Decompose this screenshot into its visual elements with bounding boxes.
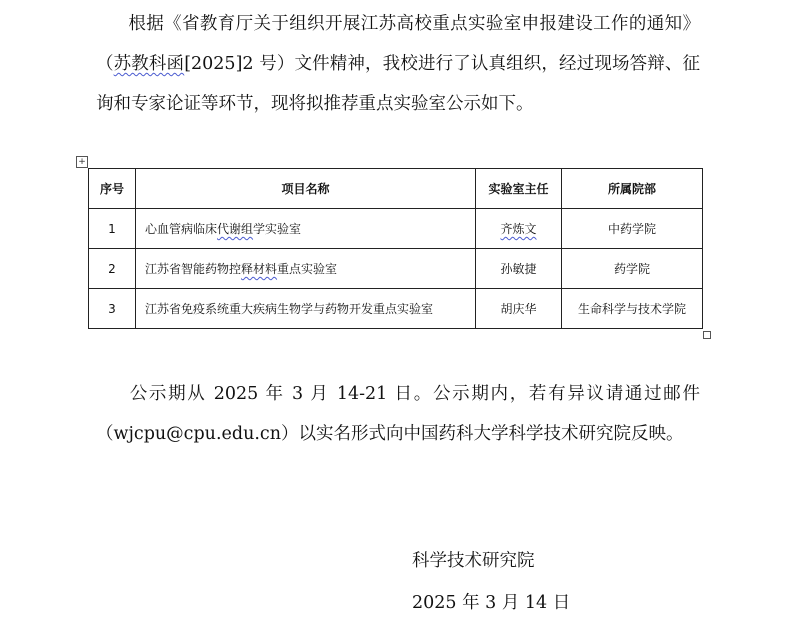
director-name-spellcheck-underlined: 齐炼文 xyxy=(500,222,537,236)
intro-text-pre: 根据《省教育厅关于组织开展江苏高校重点实验室申报建设工作的通知》（ xyxy=(96,14,700,74)
publicity-text: 公示期从 2025 年 3 月 14-21 日。公示期内，若有异议请通过邮件（wjcpu@cpu.edu.cn）以实名形式向中国药科大学科学技术研究院反映。 xyxy=(96,384,700,444)
publicity-paragraph xyxy=(96,374,700,454)
signature-org: 科学技术研究院 xyxy=(412,551,535,571)
lab-name-spellcheck-underlined: 释材料 xyxy=(241,262,278,276)
table-row xyxy=(89,209,703,249)
intro-text-spellcheck-underlined: 苏教科函 xyxy=(113,54,185,74)
intro-text-post: [2025]2 号）文件精神，我校进行了认真组织，经过现场答辩、征询和专家论证等环节，现将拟推荐重点实验室公示如下。 xyxy=(96,54,701,114)
cell-director xyxy=(476,209,562,249)
lab-name-post: 学实验室 xyxy=(253,222,302,236)
intro-paragraph xyxy=(96,4,700,124)
cell-no: 1 xyxy=(89,209,136,249)
header-cell-no: 序号 xyxy=(89,169,136,209)
cell-lab-name: 江苏省免疫系统重大疾病生物学与药物开发重点实验室 xyxy=(136,289,476,329)
lab-name-pre: 江苏省智能药物控 xyxy=(145,262,242,276)
signature-date: 2025 年 3 月 14 日 xyxy=(412,593,571,613)
table-move-handle-icon[interactable]: + xyxy=(76,156,88,168)
cell-no: 3 xyxy=(89,289,136,329)
lab-table xyxy=(88,168,703,329)
cell-no: 2 xyxy=(89,249,136,289)
cell-dept: 药学院 xyxy=(562,249,703,289)
cell-dept: 中药学院 xyxy=(562,209,703,249)
table-resize-handle-icon[interactable] xyxy=(703,331,711,339)
lab-name-pre: 心血管病临床 xyxy=(145,222,218,236)
lab-name-spellcheck-underlined: 代谢组 xyxy=(217,222,254,236)
cell-director: 胡庆华 xyxy=(476,289,562,329)
cell-lab-name xyxy=(136,209,476,249)
table-header-row xyxy=(89,169,703,209)
header-cell-name: 项目名称 xyxy=(136,169,476,209)
cell-lab-name xyxy=(136,249,476,289)
cell-director: 孙敏捷 xyxy=(476,249,562,289)
lab-name-post: 重点实验室 xyxy=(277,262,338,276)
table-row xyxy=(89,249,703,289)
table-row xyxy=(89,289,703,329)
cell-dept: 生命科学与技术学院 xyxy=(562,289,703,329)
header-cell-director: 实验室主任 xyxy=(476,169,562,209)
header-cell-dept: 所属院部 xyxy=(562,169,703,209)
